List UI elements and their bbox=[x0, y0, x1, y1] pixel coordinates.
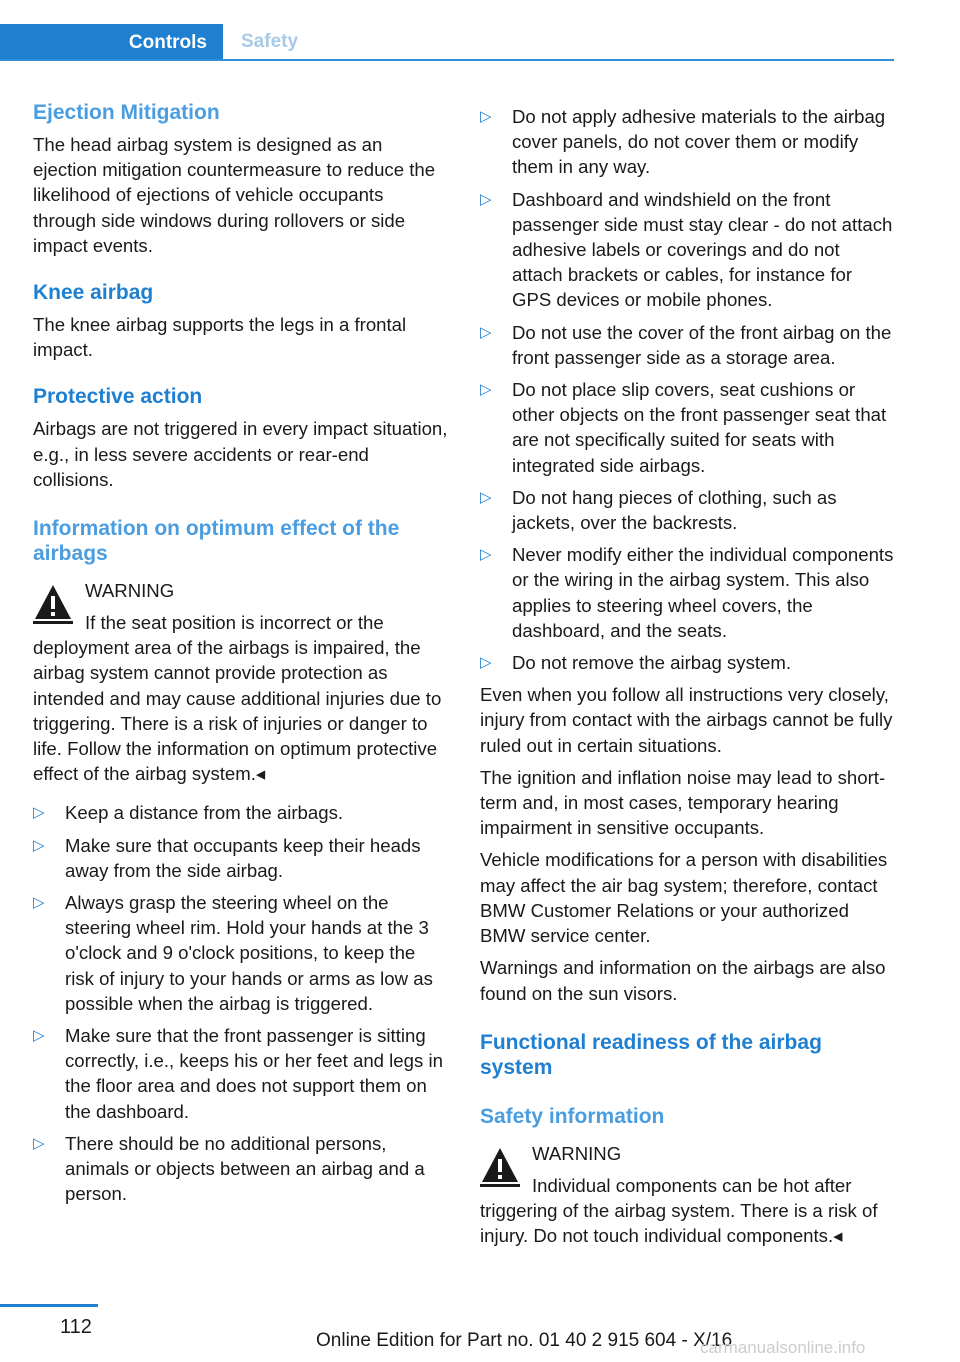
list-item: ▷ Do not hang pieces of clothing, such as jackets, over the backrests. bbox=[480, 486, 837, 534]
warning-box bbox=[33, 578, 448, 786]
triangle-right-icon: ▷ bbox=[480, 381, 492, 399]
triangle-right-icon: ▷ bbox=[33, 804, 45, 822]
list-item: ▷ There should be no additional persons, animals or objects between an airbag and a person. bbox=[33, 1132, 425, 1205]
right-bullet-list bbox=[480, 104, 895, 675]
warning-text: Individual components can be hot after triggering of the airbag system. There is a risk of injury. Do not touch individual components.◂ bbox=[480, 1174, 878, 1247]
list-item: ▷ Do not use the cover of the front airbag on the front passenger side as a storage area. bbox=[480, 321, 892, 368]
right-column bbox=[480, 100, 895, 1248]
warning-box bbox=[480, 1141, 895, 1249]
left-bullet-list bbox=[33, 800, 448, 1206]
paragraph-2: The ignition and inflation noise may lead to short-term and, in most cases, temporary hearing impairment in sensitive occupants. bbox=[480, 766, 886, 839]
ejection-text: The head airbag system is designed as an ejection mitigation countermeasure to reduce the likelihood of ejections of vehicle occupants through side windows during rollovers or side impact events. bbox=[33, 134, 436, 256]
edition-text: Online Edition for Part no. 01 40 2 915 604 - X/16 bbox=[316, 1330, 733, 1351]
triangle-right-icon: ▷ bbox=[480, 190, 492, 208]
list-item: ▷ Dashboard and windshield on the front passenger side must stay clear - do not attach adhesive labels or coverings and do not attach brackets or cables, for instance for GPS devices or mobile phones. bbox=[480, 188, 893, 311]
tab-underline bbox=[0, 59, 894, 61]
knee-heading: Knee airbag bbox=[33, 281, 154, 305]
triangle-right-icon: ▷ bbox=[480, 323, 492, 341]
warning-text: If the seat position is incorrect or the deployment area of the airbags is impaired, the airbag system cannot provide protection as intended and may cause additional injuries due to triggering. There is a risk of injuries or danger to life. Follow the information on optimum protective effect of the airbag system.◂ bbox=[33, 612, 442, 785]
list-item: ▷ Do not apply adhesive materials to the airbag cover panels, do not cover them or modify them in any way. bbox=[480, 106, 886, 178]
chapter-tabs bbox=[0, 24, 894, 61]
warning-triangle-icon bbox=[480, 1145, 520, 1187]
paragraph-1: Even when you follow all instructions very closely, injury from contact with the airbags cannot be fully ruled out in certain situations. bbox=[480, 684, 893, 756]
list-item: ▷ Keep a distance from the airbags. bbox=[33, 800, 448, 825]
triangle-right-icon: ▷ bbox=[33, 894, 45, 912]
list-item: ▷ Never modify either the individual components or the wiring in the airbag system. This also applies to steering wheel covers, the dashboard, and the seats. bbox=[480, 544, 894, 641]
list-item: ▷ Do not remove the airbag system. bbox=[480, 650, 895, 675]
triangle-right-icon: ▷ bbox=[33, 836, 45, 854]
left-column bbox=[33, 100, 448, 1214]
list-item: ▷ Make sure that occupants keep their heads away from the side airbag. bbox=[33, 834, 421, 881]
triangle-right-icon: ▷ bbox=[33, 1134, 45, 1152]
tab-controls[interactable]: Controls bbox=[0, 24, 223, 61]
list-item: ▷ Always grasp the steering wheel on the steering wheel rim. Hold your hands at the 3 o'clock and 9 o'clock positions, to keep the risk of injury to your hands or arms as low as possible when the airbag is triggered. bbox=[33, 892, 433, 1014]
info-heading: Information on optimum effect of the airbags bbox=[33, 517, 400, 566]
triangle-right-icon: ▷ bbox=[480, 488, 492, 506]
triangle-right-icon: ▷ bbox=[480, 654, 492, 672]
warning-label: WARNING bbox=[85, 580, 175, 602]
protective-text: Airbags are not triggered in every impact situation, e.g., in less severe accidents or rear-end collisions. bbox=[33, 418, 448, 490]
warning-triangle-icon bbox=[33, 582, 73, 624]
triangle-right-icon: ▷ bbox=[33, 1027, 45, 1045]
triangle-right-icon: ▷ bbox=[480, 108, 492, 125]
watermark: carmanualsonline.info bbox=[700, 1338, 866, 1357]
ejection-heading: Ejection Mitigation bbox=[33, 101, 220, 124]
protective-heading: Protective action bbox=[33, 385, 203, 409]
page-number: 112 bbox=[60, 1316, 92, 1338]
safety-heading: Safety information bbox=[480, 1104, 665, 1128]
list-item: ▷ Make sure that the front passenger is sitting correctly, i.e., keeps his or her feet and legs in the floor area and does not support them on the dashboard. bbox=[33, 1025, 443, 1122]
list-item: ▷ Do not place slip covers, seat cushions or other objects on the front passenger seat that are not specifically suited for seats with integrated side airbags. bbox=[480, 379, 887, 476]
knee-text: The knee airbag supports the legs in a frontal impact. bbox=[33, 314, 407, 361]
readiness-heading: Functional readiness of the airbag system bbox=[480, 1030, 822, 1079]
paragraph-3: Vehicle modifications for a person with disabilities may affect the air bag system; therefore, contact BMW Customer Relations or your authorized BMW service center. bbox=[480, 849, 888, 947]
footer-rule bbox=[0, 1304, 98, 1307]
paragraph-4: Warnings and information on the airbags are also found on the sun visors. bbox=[480, 957, 886, 1004]
triangle-right-icon: ▷ bbox=[480, 546, 492, 564]
tab-safety[interactable]: Safety bbox=[241, 30, 299, 52]
warning-label: WARNING bbox=[532, 1142, 622, 1164]
